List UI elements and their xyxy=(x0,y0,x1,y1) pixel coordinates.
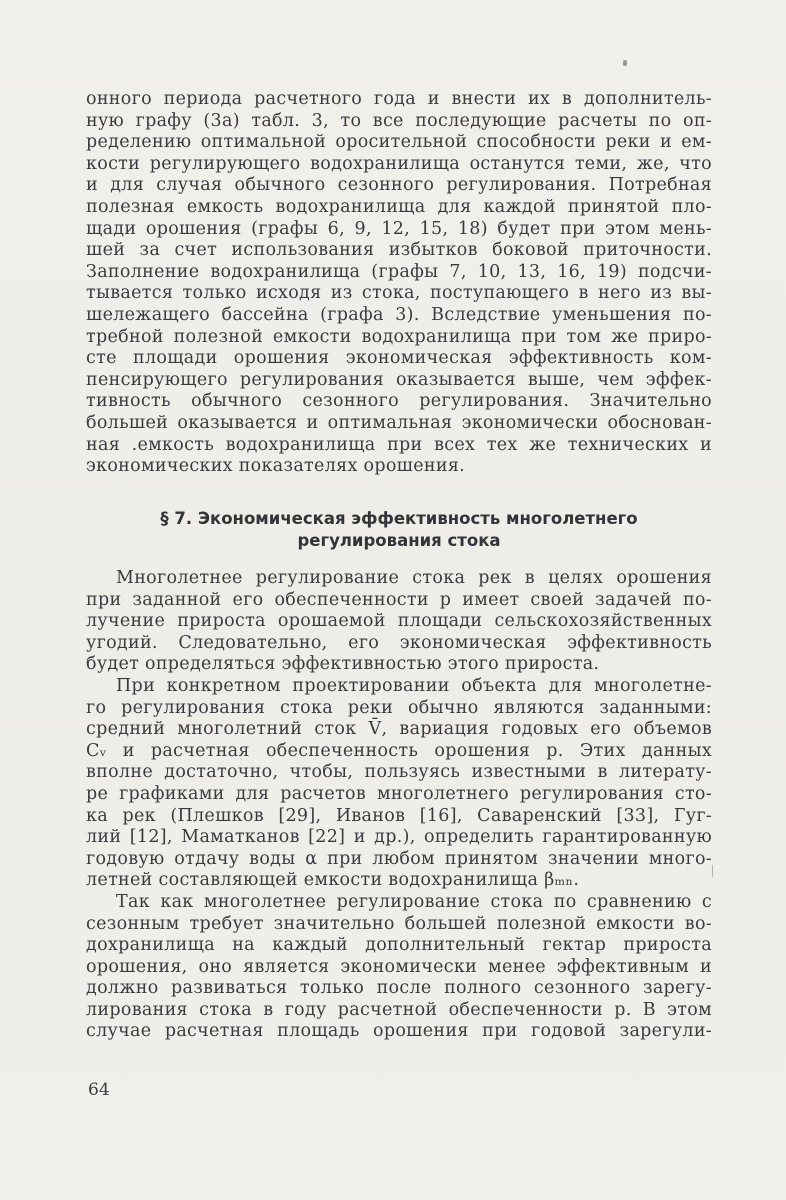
section-heading-line: § 7. Экономическая эффективность многолетнего xyxy=(160,509,638,528)
text-line: лирования стока в году расчетной обеспеченности p. В этом xyxy=(86,999,712,1020)
text-line: шей за счет использования избытков боковой приточности. xyxy=(86,240,712,261)
text-line: ре графиками для расчетов многолетнего регулирования сто- xyxy=(86,783,712,804)
text-line: должно развиваться только после полного сезонного зарегу- xyxy=(86,978,712,999)
page-number: 64 xyxy=(88,1080,110,1100)
text-line: большей оказывается и оптимальная экономически обоснован- xyxy=(86,412,712,433)
text-line: лий [12], Маматканов [22] и др.), определить гарантированную xyxy=(86,827,712,848)
text-line: полезная емкость водохранилища для каждой принятой пло- xyxy=(86,196,712,217)
text-line: годовую отдачу воды α при любом принятом значении много- xyxy=(86,848,712,869)
text-line: шележащего бассейна (графа 3). Вследствие уменьшения по- xyxy=(86,304,712,325)
text-line: требной полезной емкости водохранилища при том же приро- xyxy=(86,326,712,347)
text-line: сте площади орошения экономическая эффективность ком- xyxy=(86,348,712,369)
text-line: ределению оптимальной оросительной способности реки и ем- xyxy=(86,132,712,153)
text-line: При конкретном проектировании объекта для многолетне- xyxy=(116,675,712,696)
text-line: Так как многолетнее регулирование стока по сравнению с xyxy=(116,891,712,912)
text-line: Заполнение водохранилища (графы 7, 10, 13, 16, 19) подсчи- xyxy=(86,261,712,282)
text-line: Cᵥ и расчетная обеспеченность орошения p. Этих данных xyxy=(86,740,712,761)
text-line: сезонным требует значительно большей полезной емкости во- xyxy=(86,913,712,934)
text-line: лучение прироста орошаемой площади сельскохозяйственных xyxy=(86,611,712,632)
text-line: угодий. Следовательно, его экономическая эффективность xyxy=(86,632,712,653)
text-line: случае расчетная площадь орошения при годовой зарегули- xyxy=(86,1021,712,1042)
section-heading xyxy=(86,508,712,552)
text-line: при заданной его обеспеченности p имеет своей задачей по- xyxy=(86,589,712,610)
section-heading-line: регулирования стока xyxy=(297,531,501,550)
text-line: Многолетнее регулирование стока рек в целях орошения xyxy=(116,568,712,588)
text-line: го регулирования стока реки обычно являются заданными: xyxy=(86,697,712,718)
text-line: ка рек (Плешков [29], Иванов [16], Саваренский [33], Гуг- xyxy=(86,805,712,826)
text-line: средний многолетний сток V̄, вариация годовых его объемов xyxy=(86,719,712,740)
print-speck xyxy=(623,60,627,66)
text-line: ную графу (3а) табл. 3, то все последующие расчеты по оп- xyxy=(86,110,712,131)
text-line: ная .емкость водохранилища при всех тех же технических и xyxy=(86,434,712,455)
text-line: летней составляющей емкости водохранилища βₘₙ. xyxy=(86,870,580,891)
text-line: орошения, оно является экономически менее эффективным и xyxy=(86,956,712,977)
text-line: и для случая обычного сезонного регулирования. Потребная xyxy=(86,175,712,196)
paragraph-continuation xyxy=(86,89,712,478)
text-line: дохранилища на каждый дополнительный гектар прироста xyxy=(86,935,712,956)
section-body xyxy=(86,568,712,1043)
margin-mark xyxy=(712,865,713,877)
text-line: будет определяться эффективностью этого прироста. xyxy=(86,654,600,675)
text-line: вполне достаточно, чтобы, пользуясь известными в литерату- xyxy=(86,762,712,783)
text-line: экономических показателях орошения. xyxy=(86,456,466,477)
text-line: тивность обычного сезонного регулирования. Значительно xyxy=(86,391,712,412)
text-line: онного периода расчетного года и внести их в дополнитель- xyxy=(86,89,712,109)
text-line: пенсирующего регулирования оказывается выше, чем эффек- xyxy=(86,369,712,390)
text-line: тывается только исходя из стока, поступающего в него из вы- xyxy=(86,283,712,304)
text-line: кости регулирующего водохранилища останутся теми, же, что xyxy=(86,153,712,174)
text-line: щади орошения (графы 6, 9, 12, 15, 18) будет при этом мень- xyxy=(86,218,712,239)
